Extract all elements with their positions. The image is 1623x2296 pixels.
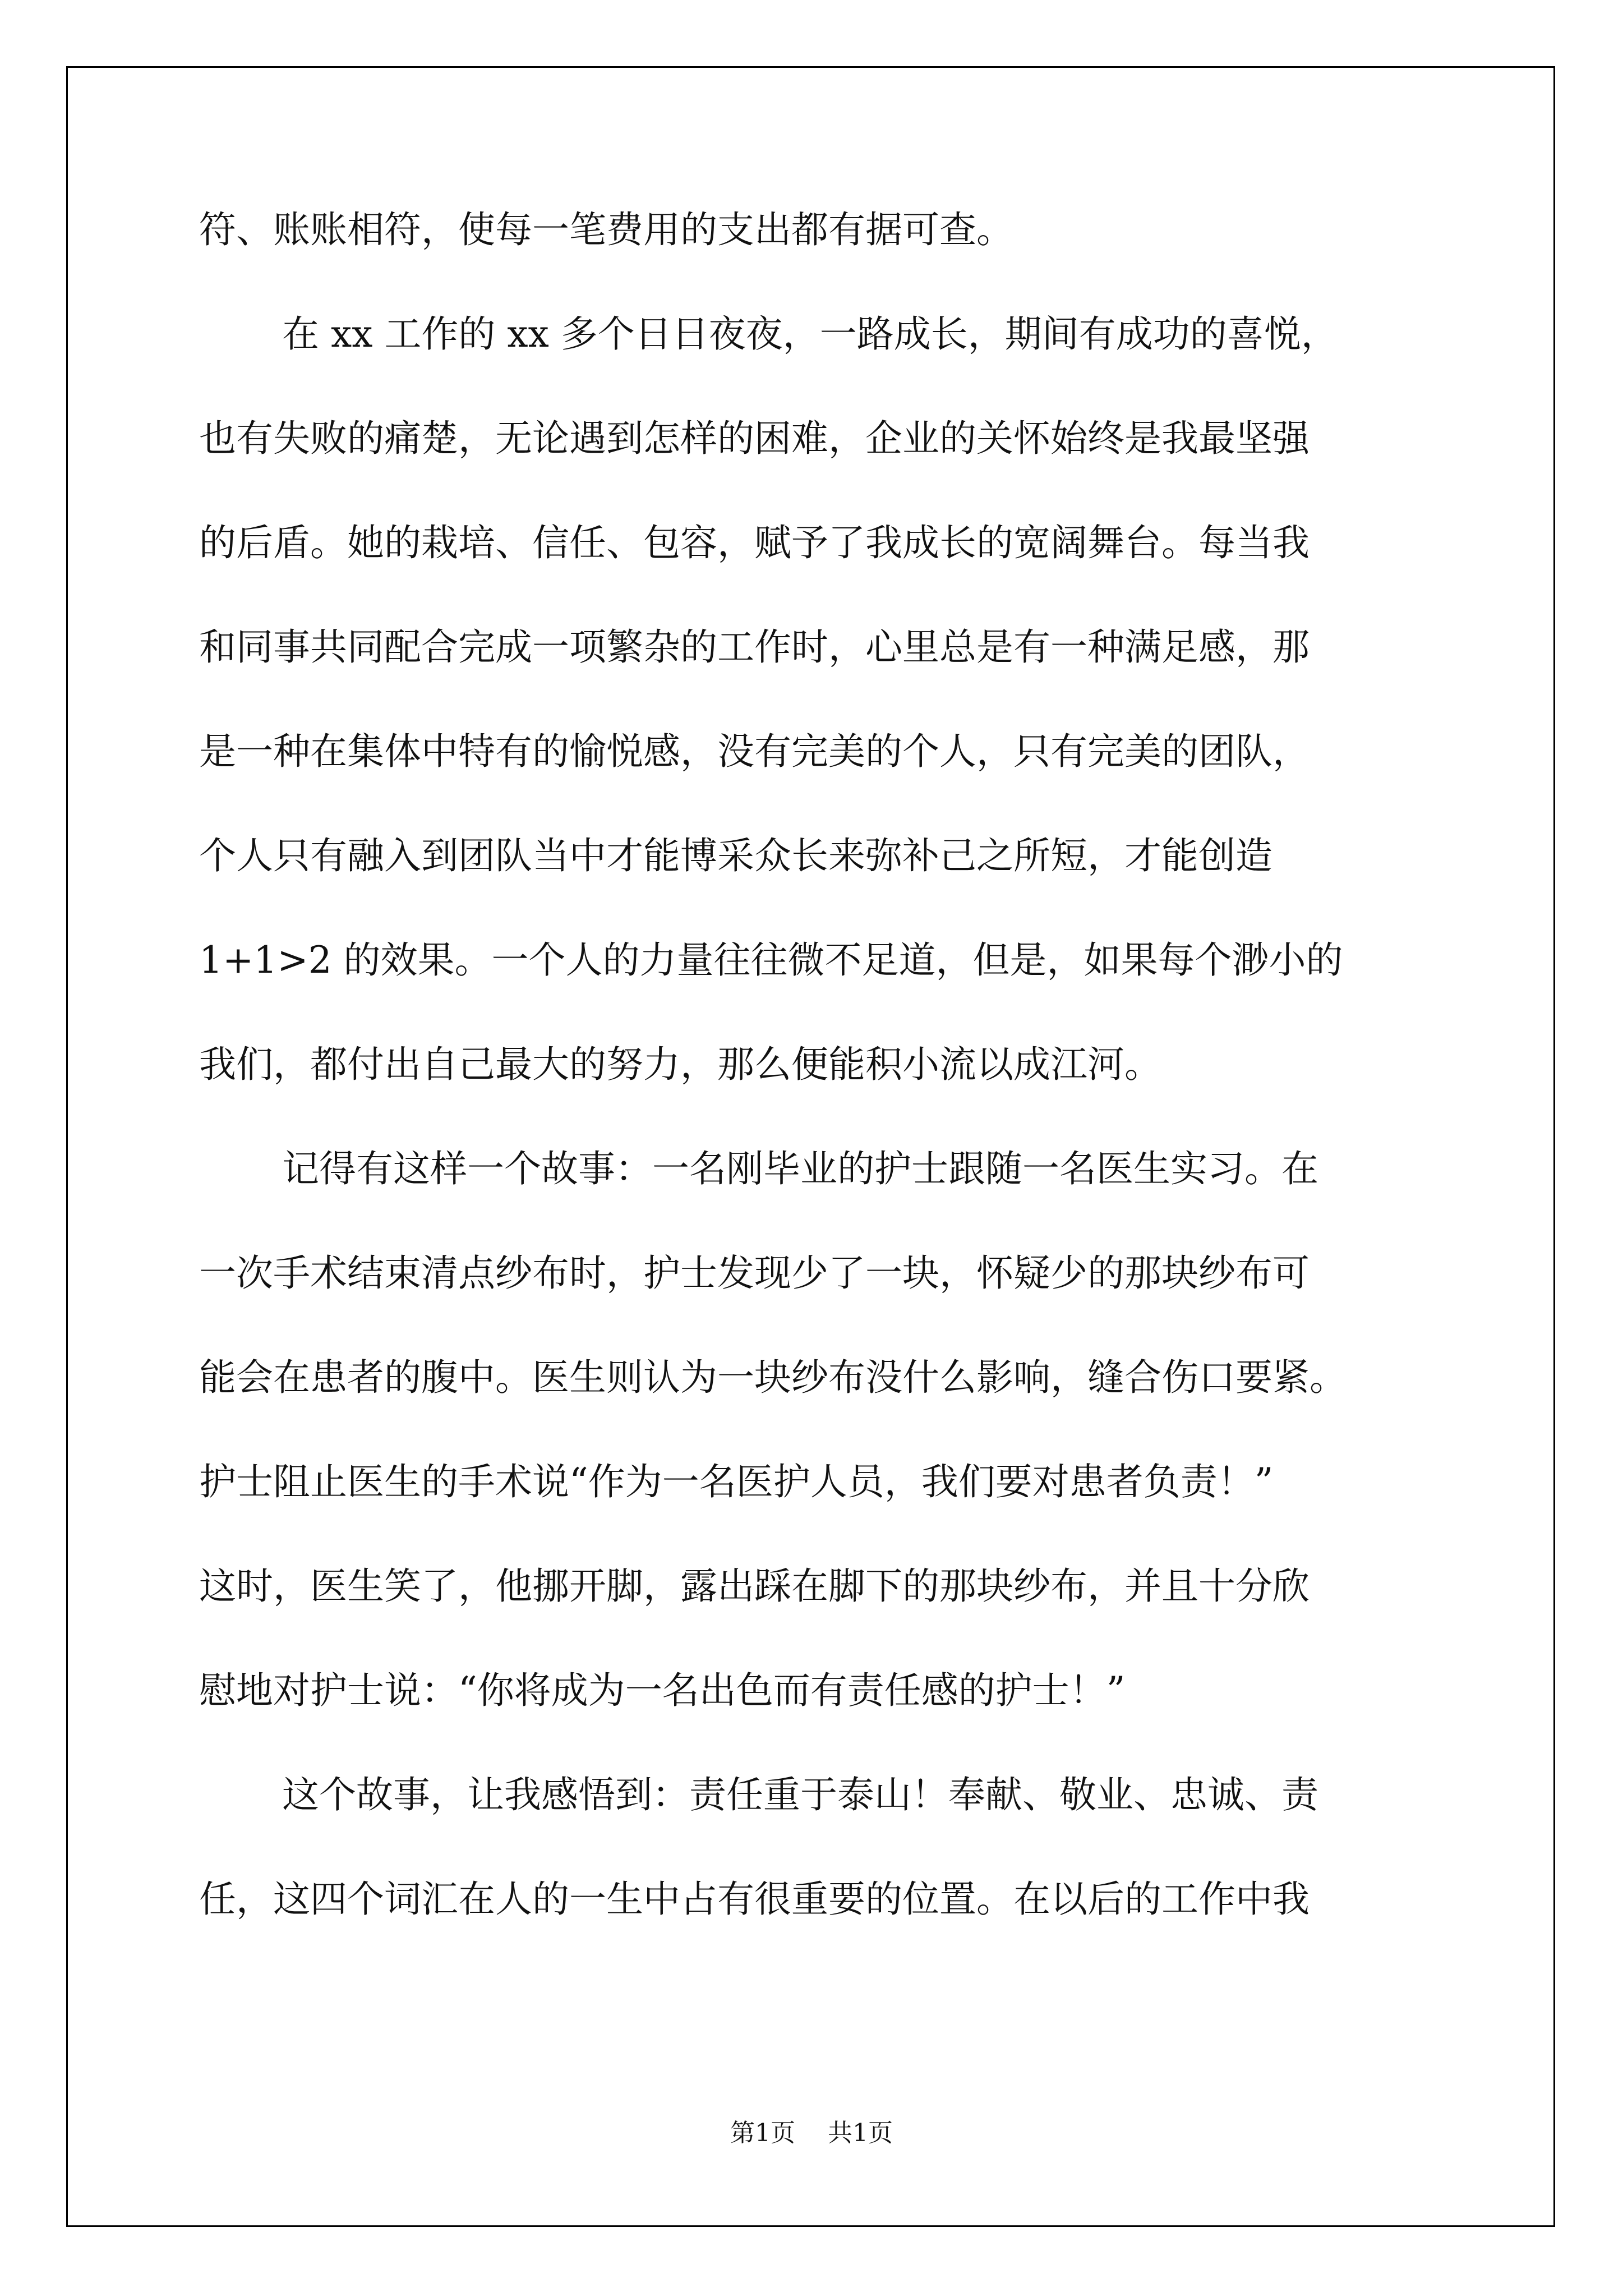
body-line: 这时，医生笑了，他挪开脚，露出踩在脚下的那块纱布，并且十分欣	[199, 1565, 1310, 1608]
body-line: 是一种在集体中特有的愉悦感，没有完美的个人，只有完美的团队，	[199, 730, 1310, 773]
body-line: 和同事共同配合完成一项繁杂的工作时，心里总是有一种满足感，那	[199, 625, 1310, 669]
body-line: 1+1>2 的效果。一个人的力量往往微不足道，但是，如果每个渺小的	[199, 938, 1343, 982]
body-line: 符、账账相符，使每一笔费用的支出都有据可查。	[199, 208, 1013, 251]
body-line: 这个故事，让我感悟到：责任重于泰山！奉献、敬业、忠诚、责	[282, 1773, 1318, 1816]
body-line: 任，这四个词汇在人的一生中占有很重要的位置。在以后的工作中我	[199, 1878, 1310, 1921]
body-line: 记得有这样一个故事：一名刚毕业的护士跟随一名医生实习。在	[282, 1147, 1318, 1190]
document-body	[199, 178, 1427, 1952]
page-number-current: 第1页	[730, 2119, 795, 2147]
page-footer	[0, 2113, 1623, 2148]
body-line: 个人只有融入到团队当中才能博采众长来弥补己之所短，才能创造	[199, 834, 1272, 877]
body-line: 我们，都付出自己最大的努力，那么便能积小流以成江河。	[199, 1043, 1161, 1086]
body-line: 一次手术结束清点纱布时，护士发现少了一块，怀疑少的那块纱布可	[199, 1251, 1310, 1295]
body-line: 的后盾。她的栽培、信任、包容，赋予了我成长的宽阔舞台。每当我	[199, 521, 1310, 564]
body-line: 慰地对护士说：“你将成为一名出色而有责任感的护士！”	[199, 1669, 1126, 1712]
page-number-total: 共1页	[828, 2119, 893, 2147]
body-line: 在 xx 工作的 xx 多个日日夜夜，一路成长，期间有成功的喜悦，	[282, 312, 1338, 356]
body-line: 能会在患者的腹中。医生则认为一块纱布没什么影响，缝合伤口要紧。	[199, 1356, 1347, 1399]
body-line: 护士阻止医生的手术说“作为一名医护人员，我们要对患者负责！”	[199, 1460, 1274, 1503]
body-line: 也有失败的痛楚，无论遇到怎样的困难，企业的关怀始终是我最坚强	[199, 417, 1310, 460]
